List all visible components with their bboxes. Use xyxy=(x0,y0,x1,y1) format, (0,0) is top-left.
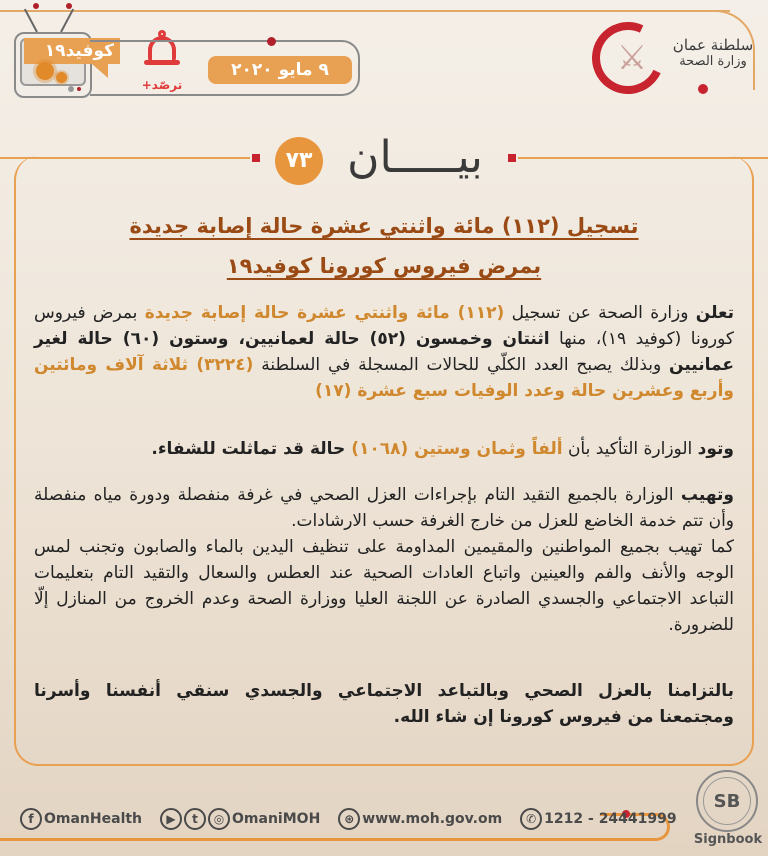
tv-antenna xyxy=(24,9,38,33)
text-bold: وتهيب xyxy=(680,485,734,505)
covid19-badge: كوفيد١٩ xyxy=(24,38,120,64)
paragraph-closing: بالتزامنا بالعزل الصحي وبالتباعد الاجتماعي والجسدي سنقي أنفسنا وأسرنا ومجتمعنا من فيروس كورونا إن شاء الله. xyxy=(34,681,734,727)
paragraph-new-cases xyxy=(34,300,734,404)
phone-number[interactable]: 1212 - 24441999 xyxy=(544,811,677,827)
youtube-icon[interactable]: ▶ xyxy=(160,808,182,830)
text-highlight: (١١٢) مائة واثنتي عشرة حالة إصابة جديدة xyxy=(144,303,505,323)
date-badge: ٩ مايو ٢٠٢٠ xyxy=(208,56,352,84)
website-link[interactable]: www.moh.gov.om xyxy=(362,811,503,827)
tv-knob xyxy=(68,86,74,92)
tv-antenna-tip xyxy=(33,3,39,9)
statement-title xyxy=(60,206,708,286)
text-bold: تعلن xyxy=(695,303,734,323)
facebook-handle[interactable]: OmanHealth xyxy=(44,811,143,827)
text: وبذلك يصبح العدد الكلّي للحالات المسجلة في السلطنة xyxy=(253,355,670,375)
virus-icon xyxy=(56,72,67,83)
footer-divider xyxy=(0,838,640,841)
text-bold: حالة قد تماثلت للشفاء. xyxy=(151,439,352,459)
tv-antenna xyxy=(60,9,74,33)
signbook-label: Signbook xyxy=(693,832,763,847)
paragraph-guidance xyxy=(34,482,734,638)
moh-logo xyxy=(592,22,672,94)
title-line-1: تسجيل (١١٢) مائة واثنتي عشرة حالة إصابة جديدة xyxy=(129,214,639,238)
text: الوزارة التأكيد بأن xyxy=(562,439,698,459)
instagram-icon[interactable]: ◎ xyxy=(208,808,230,830)
text-highlight: ألفاً وثمان وستين (١٠٦٨) xyxy=(351,439,563,459)
social-handle[interactable]: OmaniMOH xyxy=(232,811,321,827)
logo-frame-dot xyxy=(698,84,708,94)
tv-knob xyxy=(77,87,81,91)
phone-icon[interactable]: ✆ xyxy=(520,808,542,830)
text-bold: وتود xyxy=(697,439,734,459)
tarassud-label: ترصّد+ xyxy=(141,78,183,92)
text-bold: اثنتان وخمسون (٥٢) حالة لعمانيين، وستون (٦٠) حالة لغير عمانيين xyxy=(34,329,734,375)
signbook-logo xyxy=(696,770,758,832)
footer-contacts xyxy=(20,806,677,832)
text-highlight: (٣٢٢٤) ثلاثة آلاف ومائتين وأربع وعشرين حالة وعدد الوفيات سبع عشرة (١٧) xyxy=(34,355,734,401)
statement-number-badge: ٧٣ xyxy=(275,137,323,185)
signbook-logo-mark: SB xyxy=(703,777,751,825)
text: الوزارة بالجميع التقيد التام بإجراءات العزل الصحي في غرفة منفصلة ودورة مياه منفصلة وأن تتم خدمة الخاضع للعزل من خارج الغرفة حسب الارشادات. xyxy=(34,485,734,531)
website-icon[interactable]: ⊛ xyxy=(338,808,360,830)
twitter-icon[interactable]: t xyxy=(184,808,206,830)
khanjar-emblem-icon: ⚔ xyxy=(616,38,648,78)
date-frame-dot xyxy=(267,37,276,46)
logo-line-ministry: وزارة الصحة xyxy=(679,54,747,69)
virus-icon xyxy=(36,62,54,80)
logo-text xyxy=(668,36,758,70)
paragraph-recoveries xyxy=(34,436,734,462)
text: كما تهيب بجميع المواطنين والمقيمين المداومة على تنظيف اليدين بالماء والصابون وتجنب لمس الوجه والأنف والفم والعينين واتباع العادات الصحية عند العطس والسعال والتقيد التام بتعليمات التباعد الاجتماعي والجسدي الصادرة عن اللجنة العليا ووزارة الصحة وعدم الخروج من المنازل إلّا للضرورة. xyxy=(34,537,734,635)
title-line-2: بمرض فيروس كورونا كوفيد١٩ xyxy=(226,254,542,278)
text: وزارة الصحة عن تسجيل xyxy=(504,303,696,323)
text: بمرض فيروس كورونا (كوفيد ١٩)، منها xyxy=(34,303,734,349)
statement-heading: بيـــــان xyxy=(347,132,483,183)
logo-line-sultanate: سلطنة عمان xyxy=(672,36,754,54)
facebook-icon[interactable]: f xyxy=(20,808,42,830)
